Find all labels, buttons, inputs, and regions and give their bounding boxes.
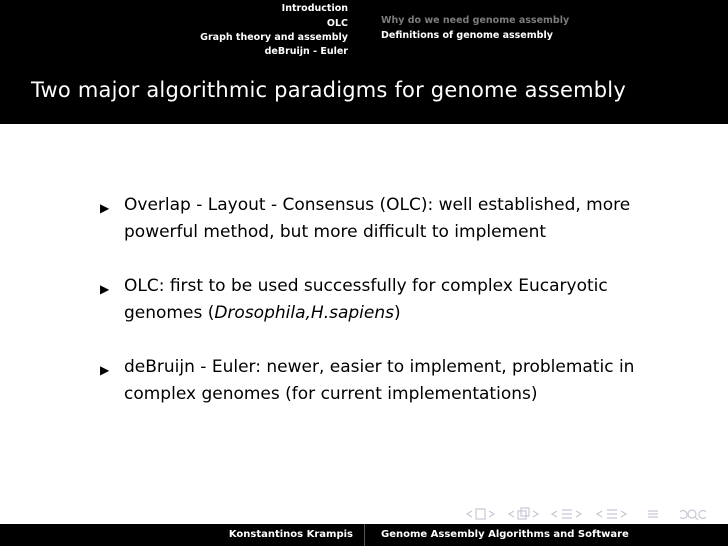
footer-title: Genome Assembly Algorithms and Software bbox=[381, 529, 629, 540]
next-subsection-icon[interactable] bbox=[533, 511, 538, 517]
footer-author: Konstantinos Krampis bbox=[228, 529, 353, 540]
footer-bar bbox=[0, 524, 728, 546]
species-names: Drosophila,H.sapiens bbox=[214, 303, 394, 323]
bullet-text-end: ) bbox=[393, 303, 401, 323]
subsection-link-definitions[interactable]: Definitions of genome assembly bbox=[381, 30, 553, 41]
section-icon[interactable] bbox=[562, 510, 572, 518]
prev-presentation-icon[interactable] bbox=[597, 511, 602, 517]
headline-bar bbox=[0, 0, 728, 66]
bullet-triangle-icon: ▶ bbox=[100, 201, 110, 215]
frame-title-bar bbox=[0, 66, 728, 124]
appendix-icon[interactable] bbox=[648, 511, 658, 517]
navigation-symbols bbox=[452, 506, 722, 522]
next-presentation-icon[interactable] bbox=[621, 511, 626, 517]
section-navigation bbox=[0, 0, 361, 66]
search-icon[interactable] bbox=[688, 510, 698, 520]
page-title: Two major algorithmic paradigms for genome assembly bbox=[31, 78, 626, 102]
section-link-debruijn-euler[interactable]: deBruijn - Euler bbox=[264, 46, 348, 57]
bullet-text: Overlap - Layout - Consensus (OLC): well established, more powerful method, but more difficult to implement bbox=[124, 195, 631, 242]
bullet-text bbox=[124, 276, 608, 323]
bullet-text: deBruijn - Euler: newer, easier to implement, problematic in complex genomes (for current implementations) bbox=[124, 357, 635, 404]
next-frame-icon[interactable] bbox=[489, 511, 494, 517]
prev-subsection-icon[interactable] bbox=[509, 511, 514, 517]
bullet-triangle-icon: ▶ bbox=[100, 282, 110, 296]
bullet-text-start: OLC: first to be used successfully for complex Eucaryotic genomes ( bbox=[124, 276, 608, 323]
list-item bbox=[100, 354, 680, 408]
section-link-introduction[interactable]: Introduction bbox=[281, 3, 348, 14]
bullet-list bbox=[100, 192, 680, 435]
back-search-icon[interactable] bbox=[680, 511, 687, 519]
section-link-graph-theory[interactable]: Graph theory and assembly bbox=[200, 32, 348, 43]
forward-search-icon[interactable] bbox=[699, 511, 706, 519]
list-item bbox=[100, 192, 680, 246]
frame-icon[interactable] bbox=[476, 509, 485, 519]
next-section-icon[interactable] bbox=[576, 511, 581, 517]
prev-frame-icon[interactable] bbox=[467, 511, 472, 517]
subsection-icon[interactable] bbox=[518, 508, 529, 519]
prev-section-icon[interactable] bbox=[552, 511, 557, 517]
presentation-icon[interactable] bbox=[607, 510, 617, 518]
subsection-link-why-assembly[interactable]: Why do we need genome assembly bbox=[381, 15, 570, 26]
list-item bbox=[100, 273, 680, 327]
section-link-olc[interactable]: OLC bbox=[326, 18, 348, 29]
nav-symbols-svg bbox=[452, 506, 722, 522]
footer-divider bbox=[364, 524, 365, 546]
bullet-triangle-icon: ▶ bbox=[100, 363, 110, 377]
